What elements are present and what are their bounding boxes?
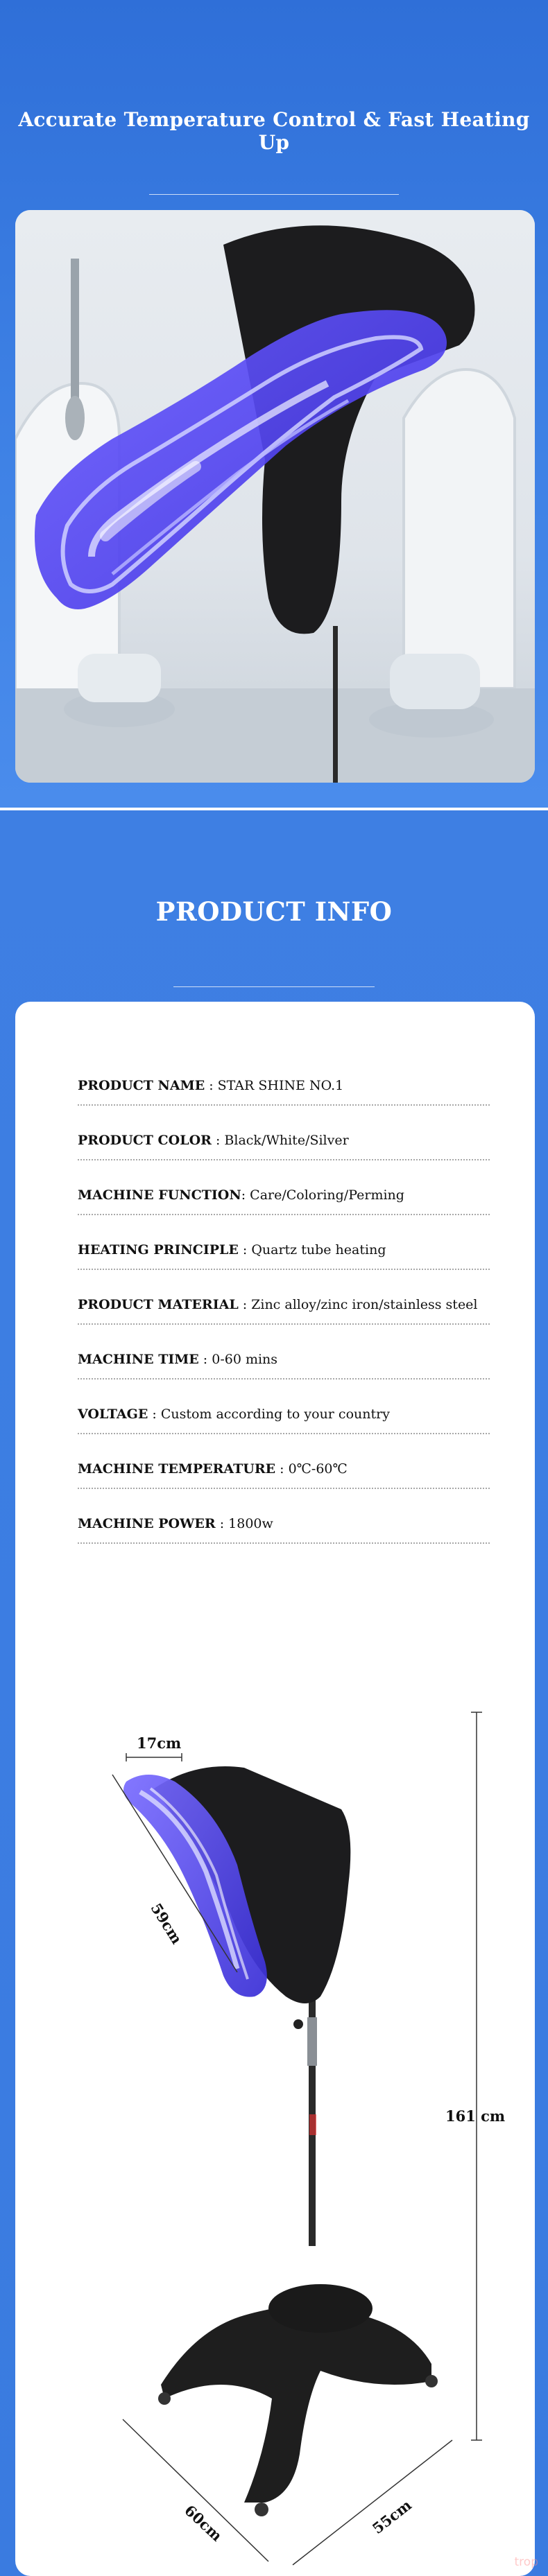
spec-value: Custom according to your country xyxy=(160,1407,390,1422)
spec-value: 0-60 mins xyxy=(212,1352,278,1367)
section-separator xyxy=(0,808,548,810)
spec-row-machine-function: MACHINE FUNCTION: Care/Coloring/Perming xyxy=(78,1160,490,1215)
spec-list xyxy=(78,1063,490,1544)
product-photo xyxy=(15,210,535,783)
dim-hood-length: 59cm xyxy=(147,1899,186,1947)
dimension-diagram xyxy=(15,1705,535,2576)
spec-label: MACHINE TIME xyxy=(78,1352,199,1367)
spec-label: MACHINE TEMPERATURE xyxy=(78,1461,276,1477)
spec-value: Zinc alloy/zinc iron/stainless steel xyxy=(251,1297,478,1312)
spec-row-heating-principle: HEATING PRINCIPLE : Quartz tube heating xyxy=(78,1215,490,1270)
dim-base-depth: 60cm xyxy=(181,2501,226,2545)
spec-label: HEATING PRINCIPLE xyxy=(78,1242,239,1257)
spec-label: PRODUCT NAME xyxy=(78,1078,205,1093)
hero-title: Accurate Temperature Control & Fast Heating Up xyxy=(18,108,530,154)
spec-value: Care/Coloring/Perming xyxy=(250,1187,404,1203)
product-info-section xyxy=(0,808,548,2576)
hero-divider xyxy=(149,194,399,195)
dim-height: 161 cm xyxy=(445,2107,506,2125)
spec-row-product-material: PRODUCT MATERIAL : Zinc alloy/zinc iron/stainless steel xyxy=(78,1270,490,1325)
stand-base xyxy=(161,2306,431,2503)
product-info-card xyxy=(15,1002,535,2576)
watermark: trop xyxy=(514,2555,538,2569)
spec-row-machine-time: MACHINE TIME : 0-60 mins xyxy=(78,1325,490,1380)
spec-label: MACHINE POWER xyxy=(78,1516,216,1531)
dim-hood-width: 17cm xyxy=(137,1734,182,1752)
spec-label: PRODUCT MATERIAL xyxy=(78,1297,239,1312)
dim-base-width: 55cm xyxy=(368,2496,415,2538)
spec-row-voltage: VOLTAGE : Custom according to your country xyxy=(78,1380,490,1434)
spec-label: MACHINE FUNCTION xyxy=(78,1187,241,1203)
spec-label: VOLTAGE xyxy=(78,1407,148,1422)
spec-label: PRODUCT COLOR xyxy=(78,1133,212,1148)
spec-row-machine-power: MACHINE POWER : 1800w xyxy=(78,1489,490,1544)
spec-value: 0℃-60℃ xyxy=(288,1461,348,1477)
product-info-title: PRODUCT INFO xyxy=(155,896,393,927)
spec-value: Black/White/Silver xyxy=(224,1133,349,1148)
hero-section xyxy=(0,0,548,808)
spec-value: 1800w xyxy=(228,1516,273,1531)
product-info-divider xyxy=(173,986,375,987)
spec-row-product-color: PRODUCT COLOR : Black/White/Silver xyxy=(78,1106,490,1160)
spec-value: Quartz tube heating xyxy=(251,1242,386,1257)
spec-value: STAR SHINE NO.1 xyxy=(217,1078,344,1093)
spec-row-product-name: PRODUCT NAME : STAR SHINE NO.1 xyxy=(78,1063,490,1106)
spec-row-machine-temperature: MACHINE TEMPERATURE : 0℃-60℃ xyxy=(78,1434,490,1489)
